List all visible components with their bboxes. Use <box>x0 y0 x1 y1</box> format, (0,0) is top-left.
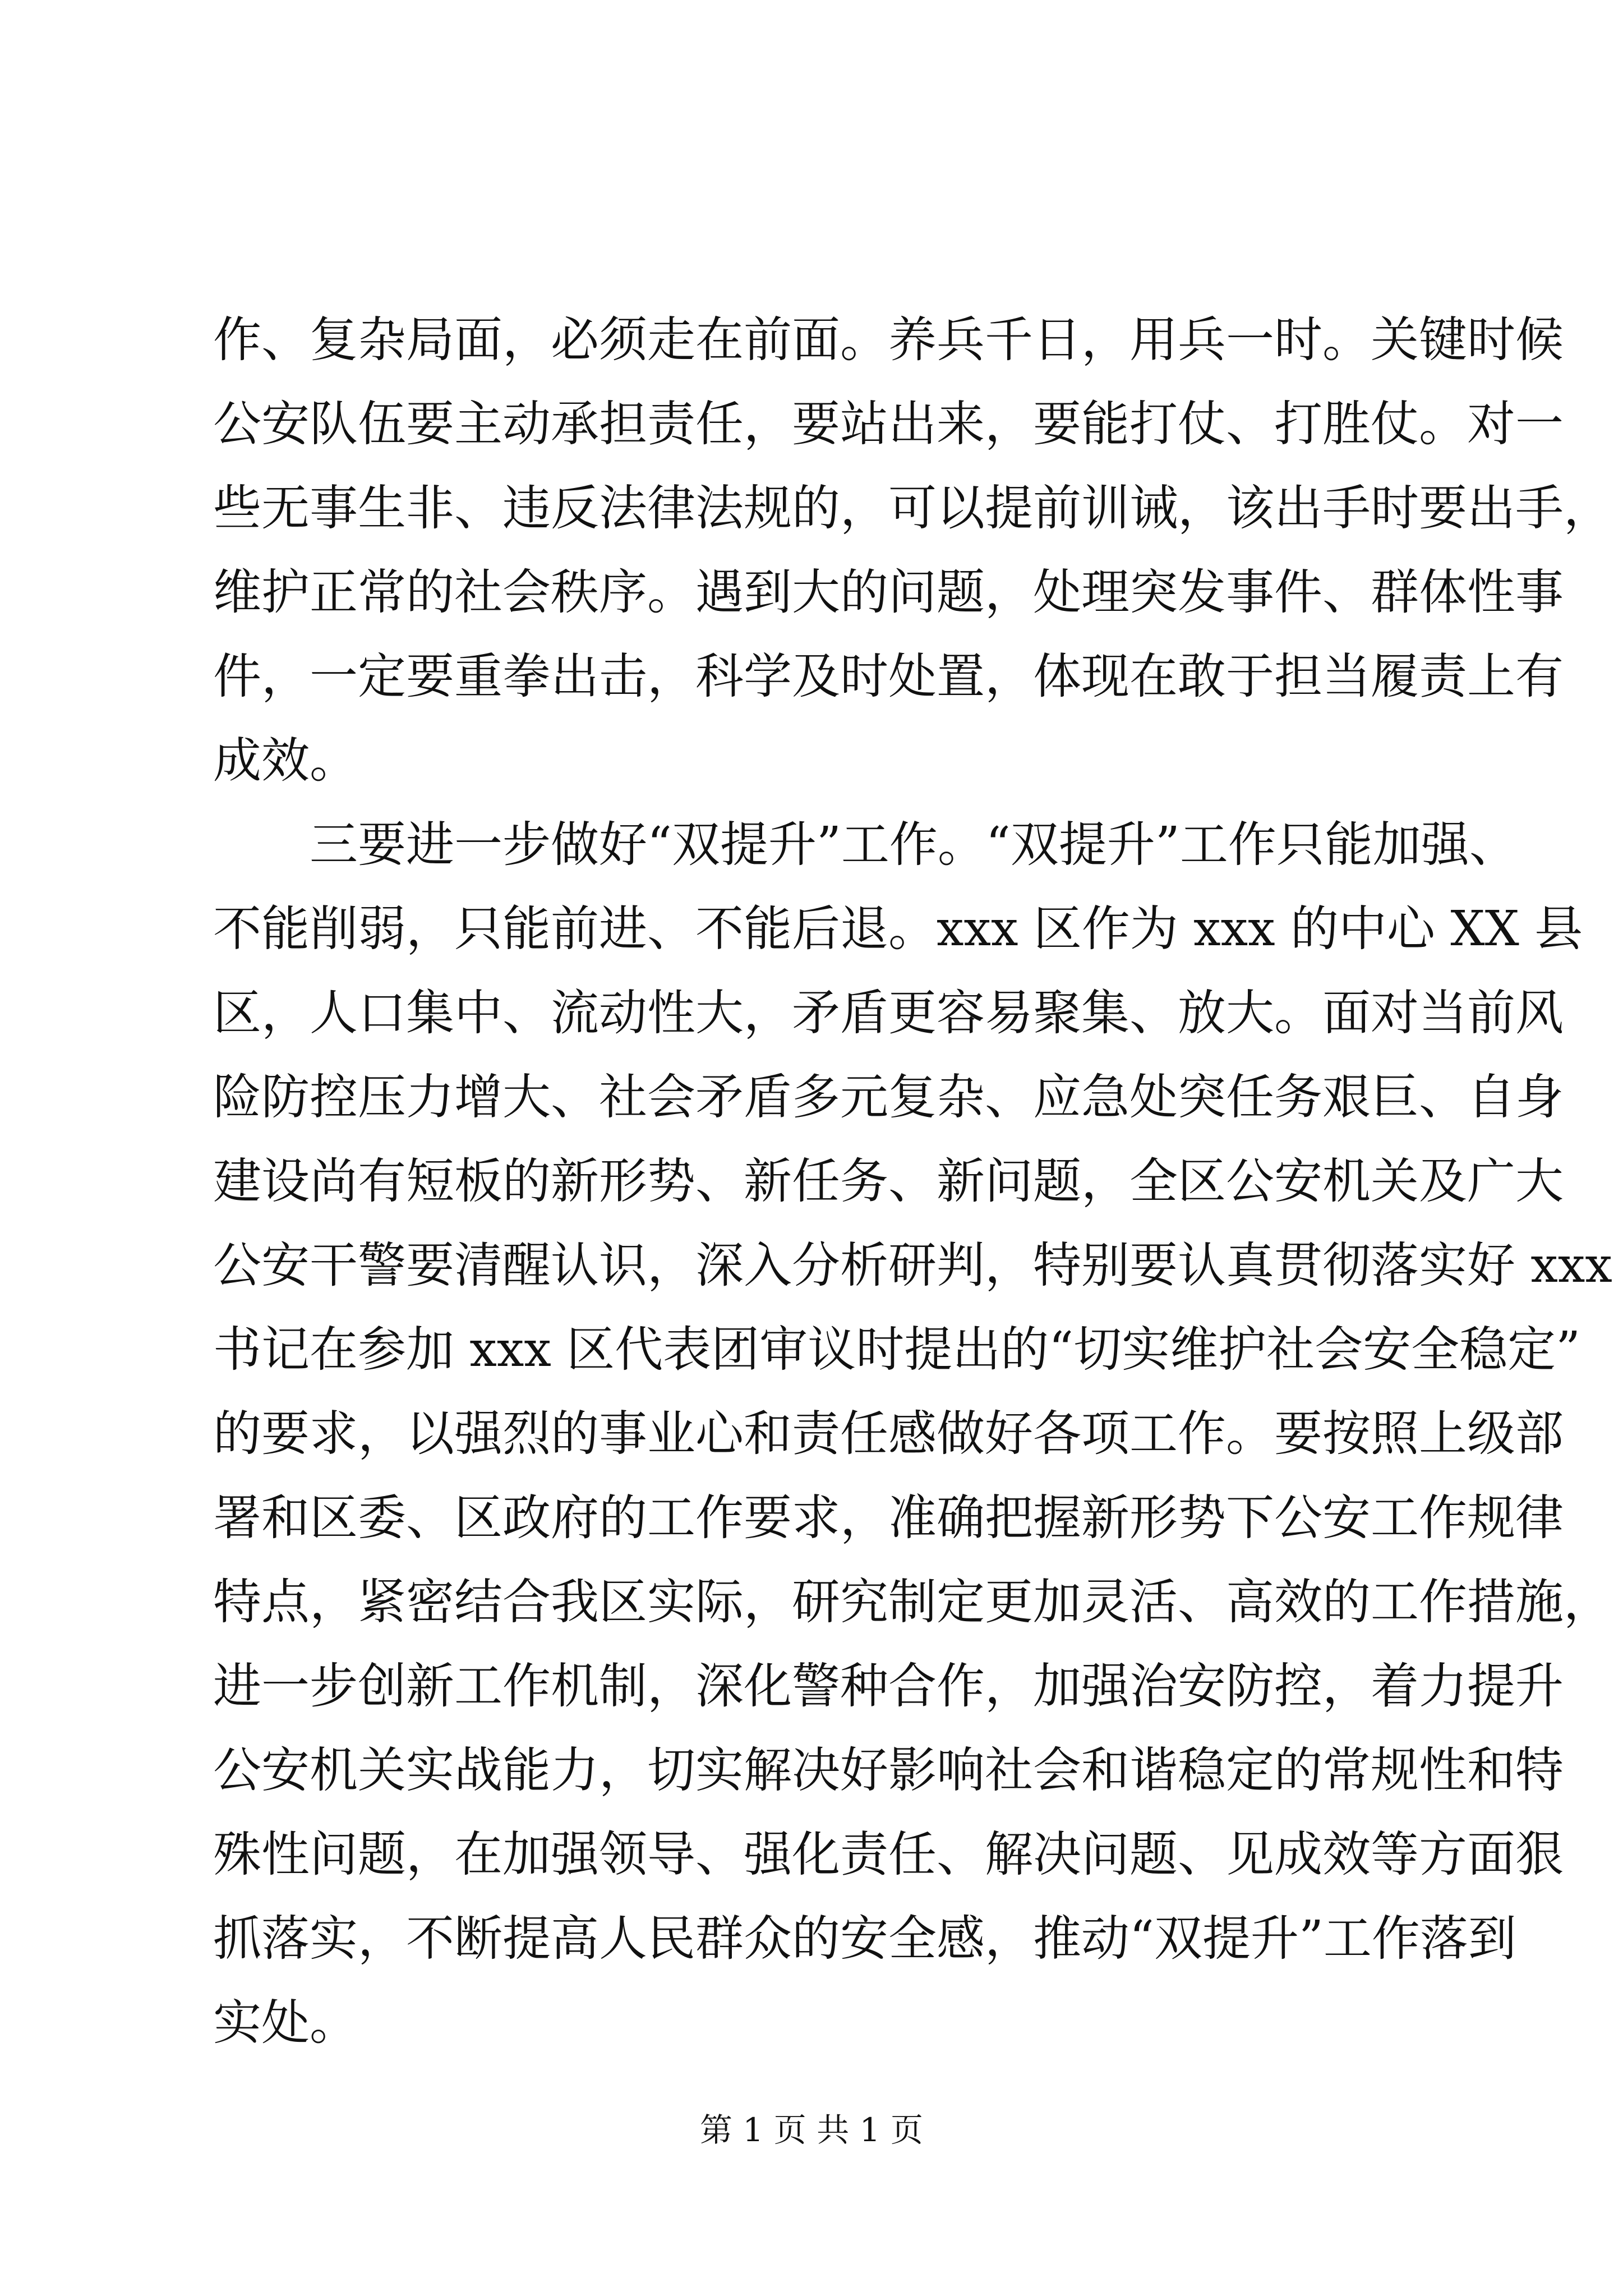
text-line: 书记在参加 xxx 区代表团审议时提出的“切实维护社会安全稳定” <box>213 1322 1581 1378</box>
paragraph-1 <box>213 298 1612 803</box>
text-line: 险防控压力增大、社会矛盾多元复杂、应急处突任务艰巨、自身 <box>213 1069 1564 1125</box>
text-line: 建设尚有短板的新形势、新任务、新问题，全区公安机关及广大 <box>213 1153 1564 1209</box>
text-line: 些无事生非、违反法律法规的，可以提前训诫，该出手时要出手， <box>213 480 1612 536</box>
text-line: 公安队伍要主动承担责任，要站出来，要能打仗、打胜仗。对一 <box>213 396 1564 452</box>
paragraph-2 <box>213 803 1612 2065</box>
text-line: 件，一定要重拳出击，科学及时处置，体现在敢于担当履责上有 <box>213 648 1564 705</box>
text-line: 殊性问题，在加强领导、强化责任、解决问题、见成效等方面狠 <box>213 1826 1564 1883</box>
text-line: 进一步创新工作机制，深化警种合作，加强治安防控，着力提升 <box>213 1658 1564 1714</box>
text-line: 作、复杂局面，必须走在前面。养兵千日，用兵一时。关键时候 <box>213 312 1564 368</box>
text-line: 区，人口集中、流动性大，矛盾更容易聚集、放大。面对当前风 <box>213 985 1564 1041</box>
page-footer: 第 1 页 共 1 页 <box>700 2111 923 2149</box>
text-line: 署和区委、区政府的工作要求，准确把握新形势下公安工作规律 <box>213 1490 1564 1546</box>
text-line: 实处。 <box>213 1995 358 2051</box>
text-line: 维护正常的社会秩序。遇到大的问题，处理突发事件、群体性事 <box>213 564 1564 620</box>
text-line: 的要求，以强烈的事业心和责任感做好各项工作。要按照上级部 <box>213 1406 1564 1462</box>
text-line: 三要进一步做好“双提升”工作。“双提升”工作只能加强、 <box>310 817 1518 873</box>
text-line: 不能削弱，只能前进、不能后退。xxx 区作为 xxx 的中心 XX 县 <box>213 901 1583 957</box>
text-line: 特点，紧密结合我区实际，研究制定更加灵活、高效的工作措施， <box>213 1574 1612 1630</box>
text-line: 公安干警要清醒认识，深入分析研判，特别要认真贯彻落实好 xxx <box>213 1237 1612 1294</box>
text-line: 公安机关实战能力，切实解决好影响社会和谐稳定的常规性和特 <box>213 1742 1564 1798</box>
text-line: 成效。 <box>213 733 358 789</box>
document-body <box>213 298 1612 2065</box>
text-line: 抓落实，不断提高人民群众的安全感，推动“双提升”工作落到 <box>213 1911 1516 1967</box>
